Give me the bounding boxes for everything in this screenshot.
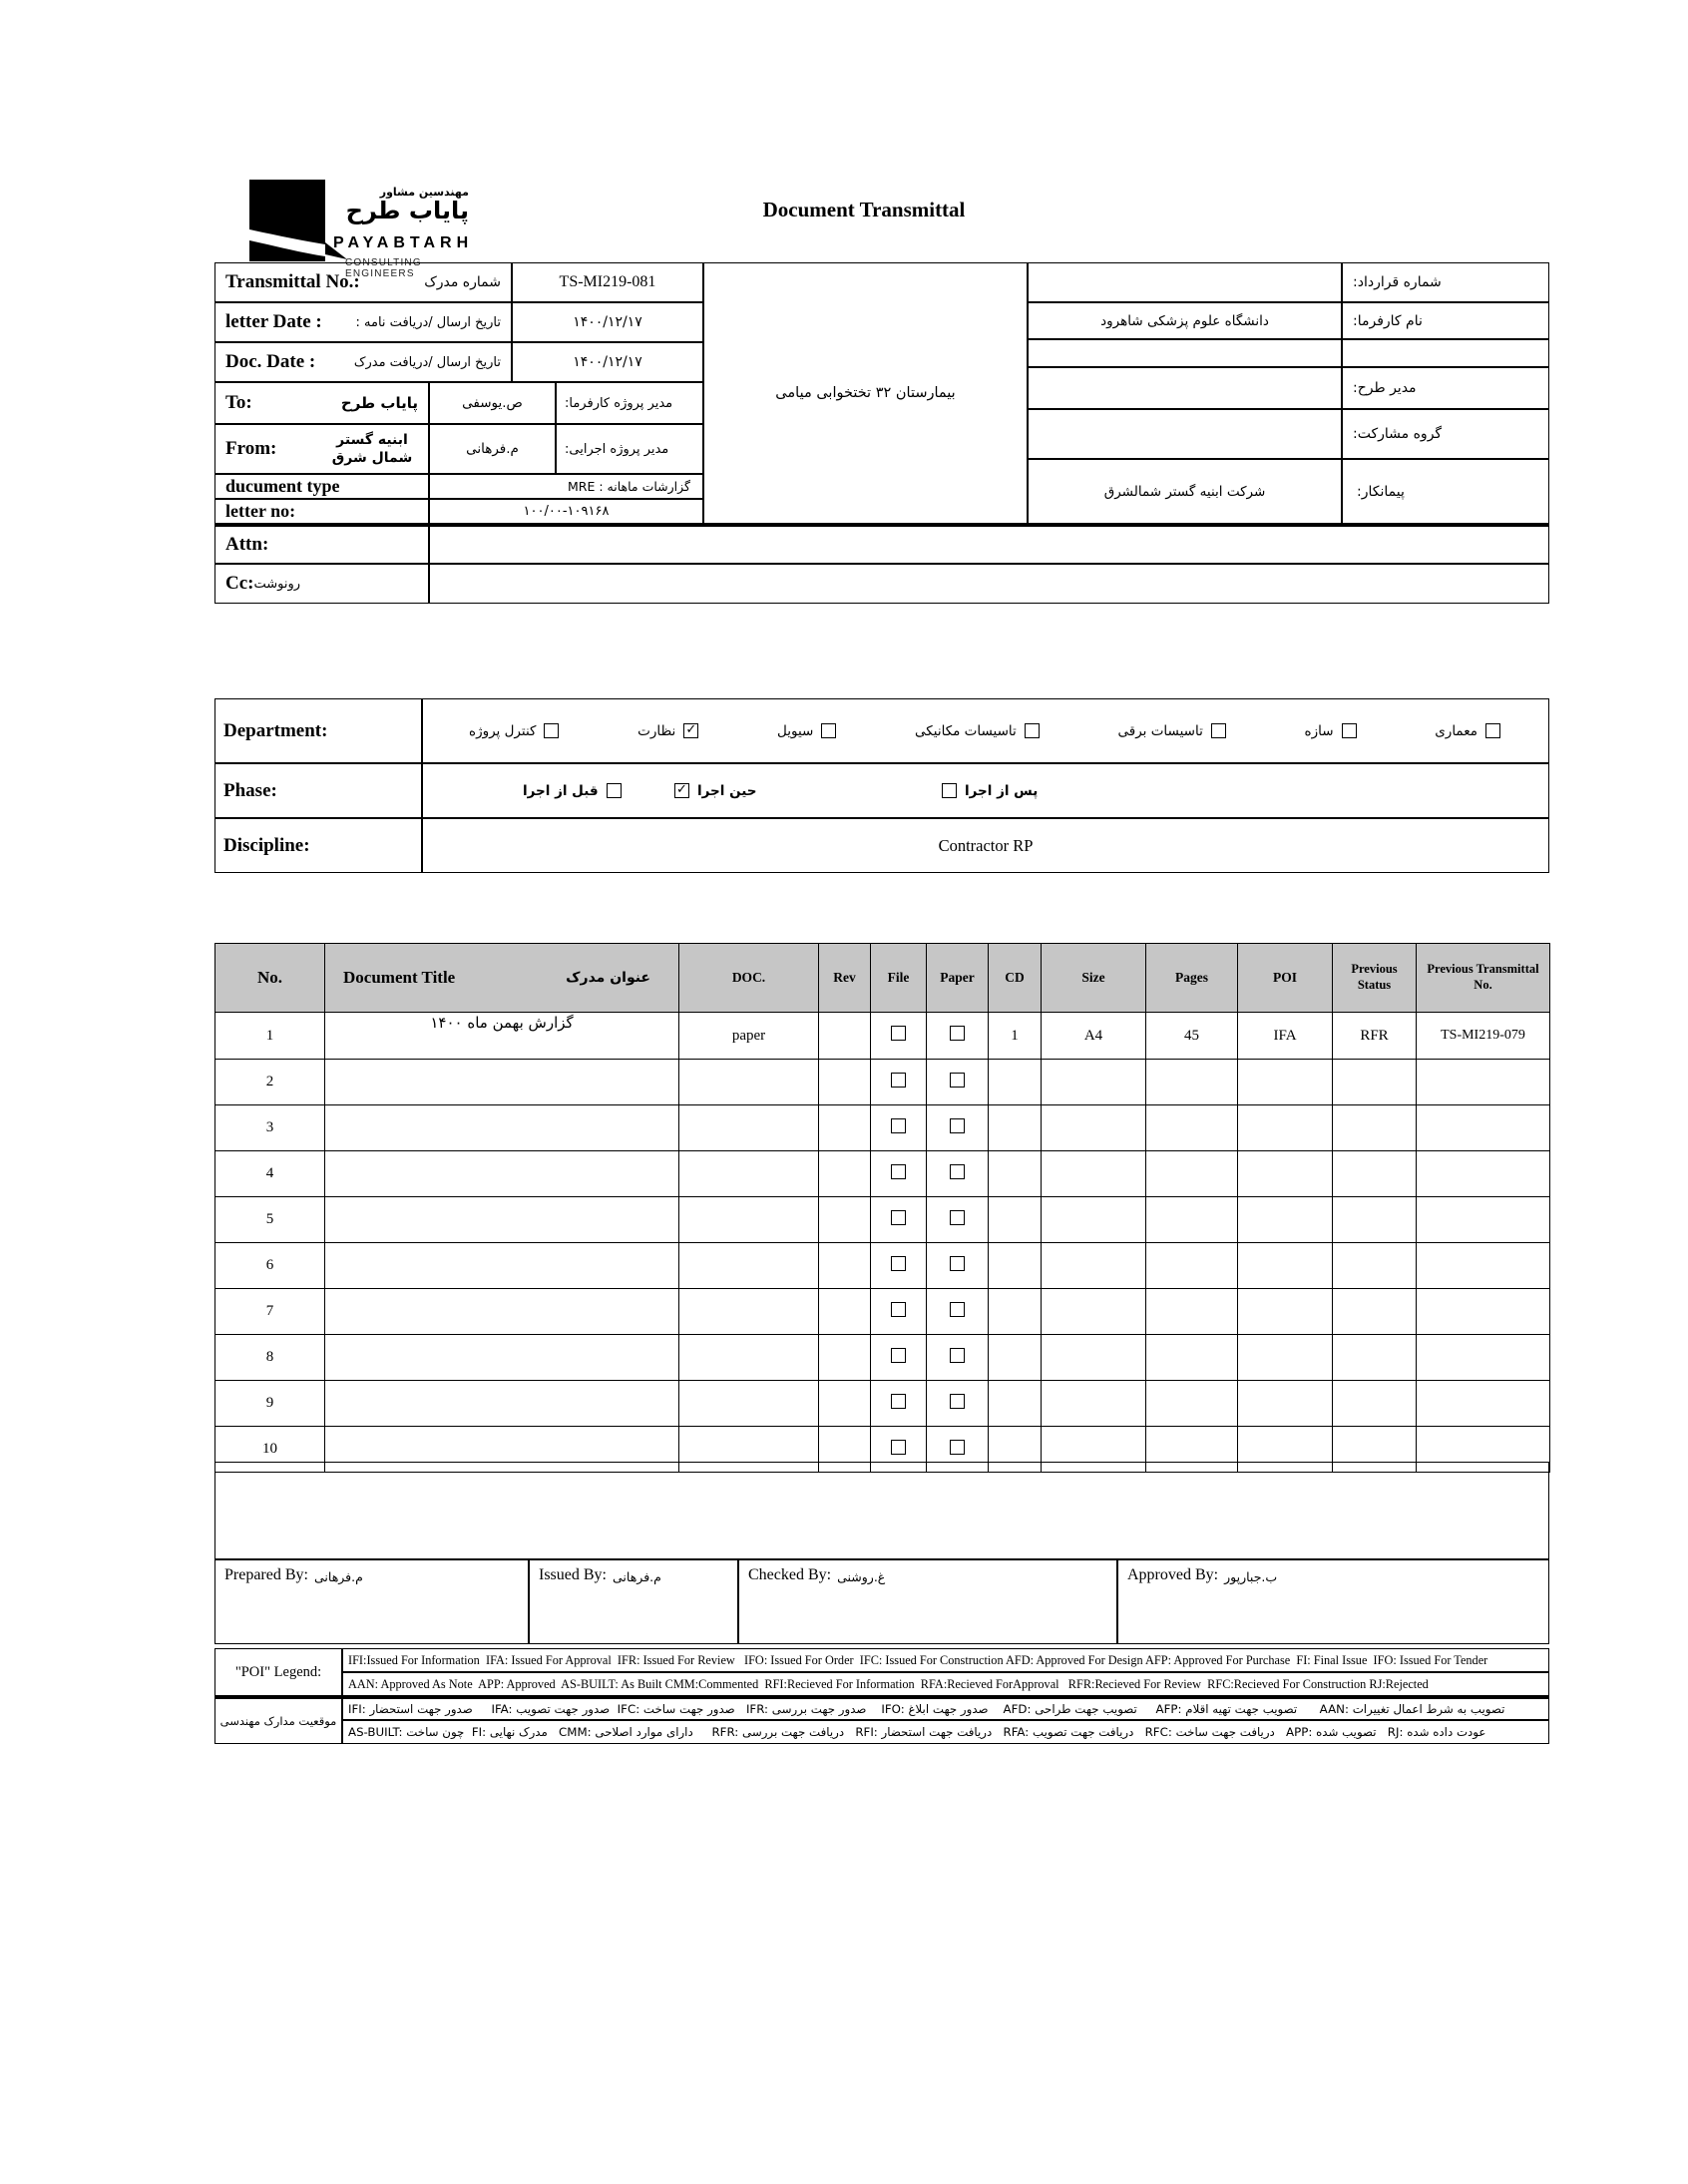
row-pages — [1146, 1105, 1238, 1151]
phase-label-text: Phase: — [223, 779, 277, 801]
col-doc: DOC. — [679, 944, 819, 1013]
project-name: بیمارستان ۳۲ تختخوابی میامی — [703, 262, 1028, 524]
row-paper — [927, 1381, 989, 1427]
row-title — [325, 1060, 679, 1105]
row-prev-transmittal — [1417, 1197, 1550, 1243]
row-prev-transmittal — [1417, 1243, 1550, 1289]
letter-date-label — [214, 302, 512, 342]
row-prev-status — [1333, 1381, 1417, 1427]
row-title — [325, 1243, 679, 1289]
transmittal-no-label-en: Transmittal No.: — [225, 271, 360, 292]
structure-checkbox[interactable] — [1342, 723, 1357, 738]
discipline-label — [214, 818, 422, 873]
col-pages: Pages — [1146, 944, 1238, 1013]
row-poi — [1238, 1197, 1333, 1243]
row-size — [1042, 1197, 1146, 1243]
row-prev-transmittal: TS-MI219-079 — [1417, 1013, 1550, 1060]
architecture-checkbox[interactable] — [1485, 723, 1500, 738]
file-checkbox[interactable] — [891, 1256, 906, 1271]
to-role-label: مدیر پروژه کارفرما: — [556, 382, 703, 424]
doc-date-label — [214, 342, 512, 382]
row-size — [1042, 1335, 1146, 1381]
row-prev-status: RFR — [1333, 1013, 1417, 1060]
client-label: نام کارفرما: — [1342, 302, 1549, 339]
issued-by-name: م.فرهانی — [613, 1569, 661, 1584]
row-file — [871, 1151, 927, 1197]
doc-type-label-text: ducument type — [225, 476, 340, 496]
row-file — [871, 1381, 927, 1427]
phase-option-after — [942, 783, 1038, 799]
row-poi — [1238, 1289, 1333, 1335]
paper-checkbox[interactable] — [950, 1210, 965, 1225]
classification-table — [214, 698, 1549, 873]
row-pages — [1146, 1197, 1238, 1243]
doc-status-legend-fa-line1: IFI: صدور جهت استحضار IFA: صدور جهت تصویب IFC: صدور جهت ساخت IFR: صدور جهت بررسی IFO: صدور جهت ابلاغ AFD: تصویب جهت طراحی AFP: تصویب جهت تهیه اقلام AAN: تصویب به شرط اعمال تغییرات — [342, 1696, 1549, 1720]
phase-option-label: حین اجرا — [697, 782, 757, 799]
col-paper: Paper — [927, 944, 989, 1013]
row-no: 5 — [215, 1197, 325, 1243]
letter-date-value: ۱۴۰۰/۱۲/۱۷ — [512, 302, 703, 342]
table-row — [215, 1105, 1550, 1151]
row-file — [871, 1060, 927, 1105]
row-no: 4 — [215, 1151, 325, 1197]
row-prev-transmittal — [1417, 1060, 1550, 1105]
file-checkbox[interactable] — [891, 1026, 906, 1041]
file-checkbox[interactable] — [891, 1073, 906, 1088]
mechanical-checkbox[interactable] — [1025, 723, 1040, 738]
document-list-table — [214, 943, 1550, 1473]
row-paper — [927, 1013, 989, 1060]
row-paper — [927, 1289, 989, 1335]
project-control-checkbox[interactable] — [544, 723, 559, 738]
to-label: To: — [225, 392, 252, 413]
dept-option-supervision — [637, 723, 698, 739]
row-doc: paper — [679, 1013, 819, 1060]
dept-option-label: معماری — [1435, 722, 1477, 739]
row-rev — [819, 1013, 871, 1060]
row-poi — [1238, 1151, 1333, 1197]
row-size — [1042, 1105, 1146, 1151]
paper-checkbox[interactable] — [950, 1302, 965, 1317]
from-label: From: — [225, 438, 277, 459]
row-title — [325, 1151, 679, 1197]
from-person: م.فرهانی — [429, 424, 556, 474]
cc-label — [214, 564, 429, 604]
row-title — [325, 1381, 679, 1427]
row-prev-transmittal — [1417, 1289, 1550, 1335]
row-doc — [679, 1105, 819, 1151]
contract-no-value — [1028, 262, 1342, 302]
dept-option-label: نظارت — [637, 722, 676, 739]
attn-label-text: Attn: — [225, 534, 269, 555]
row-file — [871, 1197, 927, 1243]
dept-option-mechanical — [915, 723, 1040, 739]
dept-option-civil — [777, 723, 836, 739]
row-doc — [679, 1335, 819, 1381]
row-pages — [1146, 1335, 1238, 1381]
prepared-by-cell — [214, 1559, 529, 1644]
paper-checkbox[interactable] — [950, 1440, 965, 1455]
row-cd: 1 — [989, 1013, 1042, 1060]
row-paper — [927, 1060, 989, 1105]
cc-label-en: Cc: — [225, 573, 254, 594]
col-no: No. — [215, 944, 325, 1013]
doc-type-value: گزارشات ماهانه : MRE — [429, 474, 703, 499]
col-rev: Rev — [819, 944, 871, 1013]
row-poi — [1238, 1105, 1333, 1151]
legend-table — [214, 1648, 1549, 1744]
row-title: گزارش بهمن ماه ۱۴۰۰ — [325, 1013, 679, 1060]
from-role-label: مدیر پروژه اجرایی: — [556, 424, 703, 474]
poi-legend-label: "POI" Legend: — [214, 1648, 342, 1696]
discipline-value: Contractor RP — [422, 818, 1549, 873]
prepared-by-label: Prepared By: — [224, 1566, 308, 1583]
row-paper — [927, 1243, 989, 1289]
dept-option-label: سیویل — [777, 722, 814, 739]
row-paper — [927, 1151, 989, 1197]
row-rev — [819, 1105, 871, 1151]
file-checkbox[interactable] — [891, 1302, 906, 1317]
logo-en-subtitle: CONSULTING ENGINEERS — [345, 257, 422, 279]
from-field — [214, 424, 429, 474]
paper-checkbox[interactable] — [950, 1026, 965, 1041]
letter-date-label-fa: تاریخ ارسال /دریافت نامه : — [355, 314, 501, 330]
row-no: 8 — [215, 1335, 325, 1381]
row-pages — [1146, 1151, 1238, 1197]
row-pages — [1146, 1289, 1238, 1335]
col-title — [325, 944, 679, 1013]
partnership-label: گروه مشارکت: — [1342, 409, 1549, 459]
table-row — [215, 1151, 1550, 1197]
row-title — [325, 1289, 679, 1335]
row-pages — [1146, 1060, 1238, 1105]
dept-option-project-control — [469, 723, 559, 739]
issued-by-cell — [529, 1559, 738, 1644]
approved-by-name: ب.جبارپور — [1224, 1569, 1278, 1584]
row-file — [871, 1013, 927, 1060]
row-size — [1042, 1381, 1146, 1427]
after-execution-checkbox[interactable] — [942, 783, 957, 798]
row-prev-status — [1333, 1060, 1417, 1105]
row-prev-status — [1333, 1197, 1417, 1243]
row-cd — [989, 1105, 1042, 1151]
row-doc — [679, 1381, 819, 1427]
phase-option-label: پس از اجرا — [965, 782, 1039, 799]
letter-date-label-en: letter Date : — [225, 311, 322, 332]
row-cd — [989, 1335, 1042, 1381]
file-checkbox[interactable] — [891, 1210, 906, 1225]
row-poi — [1238, 1060, 1333, 1105]
row-size: A4 — [1042, 1013, 1146, 1060]
file-checkbox[interactable] — [891, 1440, 906, 1455]
department-options — [422, 698, 1549, 763]
contractor-value: شرکت ابنیه گستر شمالشرق — [1028, 459, 1342, 524]
doc-date-label-en: Doc. Date : — [225, 351, 316, 372]
table-header-row — [215, 944, 1550, 1013]
transmittal-no-value: TS-MI219-081 — [512, 262, 703, 302]
col-prev-status: Previous Status — [1333, 944, 1417, 1013]
table-row — [215, 1060, 1550, 1105]
dept-option-architecture — [1435, 723, 1500, 739]
dept-option-structure — [1305, 723, 1357, 739]
header-empty-value-cell — [1028, 339, 1342, 367]
row-size — [1042, 1243, 1146, 1289]
row-prev-status — [1333, 1335, 1417, 1381]
partnership-value — [1028, 409, 1342, 459]
page-title: Document Transmittal — [762, 198, 966, 221]
col-prev-transmittal: Previous Transmittal No. — [1417, 944, 1550, 1013]
col-file: File — [871, 944, 927, 1013]
doc-date-label-fa: تاریخ ارسال /دریافت مدرک — [353, 354, 501, 370]
row-title — [325, 1197, 679, 1243]
row-prev-transmittal — [1417, 1335, 1550, 1381]
table-row — [215, 1381, 1550, 1427]
design-manager-label: مدیر طرح: — [1342, 367, 1549, 409]
cc-value — [429, 564, 1549, 604]
letter-no-label-text: letter no: — [225, 501, 296, 521]
row-rev — [819, 1197, 871, 1243]
row-doc — [679, 1060, 819, 1105]
row-no: 2 — [215, 1060, 325, 1105]
phase-option-label: قبل از اجرا — [523, 782, 599, 799]
prepared-by-name: م.فرهانی — [313, 1569, 363, 1584]
row-pages — [1146, 1381, 1238, 1427]
phase-option-during — [674, 783, 756, 799]
col-title-fa: عنوان مدرک — [566, 970, 650, 986]
row-prev-status — [1333, 1289, 1417, 1335]
col-title-en: Document Title — [343, 968, 456, 987]
dept-option-label: سازه — [1304, 722, 1334, 739]
row-poi — [1238, 1381, 1333, 1427]
table-row — [215, 1289, 1550, 1335]
to-value: پایاب طرح — [340, 394, 418, 412]
row-doc — [679, 1243, 819, 1289]
paper-checkbox[interactable] — [950, 1394, 965, 1409]
letter-no-label — [214, 499, 429, 524]
row-no: 3 — [215, 1105, 325, 1151]
from-value: ابنیه گستر شمال شرق — [331, 431, 413, 466]
department-label — [214, 698, 422, 763]
phase-options — [422, 763, 1549, 818]
col-cd: CD — [989, 944, 1042, 1013]
attn-value — [429, 524, 1549, 564]
department-label-text: Department: — [223, 719, 328, 741]
table-row — [215, 1335, 1550, 1381]
dept-option-label: تاسیسات مکانیکی — [915, 722, 1017, 739]
row-rev — [819, 1243, 871, 1289]
row-poi — [1238, 1243, 1333, 1289]
paper-checkbox[interactable] — [950, 1073, 965, 1088]
row-file — [871, 1105, 927, 1151]
doc-status-legend-fa-line2: AS-BUILT: چون ساخت FI: مدرک نهایی CMM: دارای موارد اصلاحی RFR: دریافت جهت بررسی RFI: دریافت جهت استحضار RFA: دریافت جهت تصویب RFC: دریافت جهت ساخت APP: تصویب شده RJ: عودت داده شده — [342, 1720, 1549, 1744]
row-prev-status — [1333, 1105, 1417, 1151]
table-row — [215, 1197, 1550, 1243]
dept-option-label: تاسیسات برقی — [1117, 722, 1203, 739]
approved-by-label: Approved By: — [1127, 1566, 1219, 1583]
row-prev-status — [1333, 1151, 1417, 1197]
row-pages — [1146, 1243, 1238, 1289]
checked-by-label: Checked By: — [748, 1566, 832, 1583]
phase-label — [214, 763, 422, 818]
logo-fa-name: پایاب طرح — [345, 197, 469, 224]
row-file — [871, 1289, 927, 1335]
doc-status-legend-label: موقعیت مدارک مهندسی — [214, 1696, 342, 1744]
row-rev — [819, 1381, 871, 1427]
row-poi: IFA — [1238, 1013, 1333, 1060]
row-doc — [679, 1289, 819, 1335]
header-table — [214, 262, 1549, 604]
row-paper — [927, 1335, 989, 1381]
transmittal-no-label-fa: شماره مدرک — [424, 274, 501, 290]
row-pages: 45 — [1146, 1013, 1238, 1060]
attn-label — [214, 524, 429, 564]
table-row — [215, 1013, 1550, 1060]
row-no: 7 — [215, 1289, 325, 1335]
paper-checkbox[interactable] — [950, 1256, 965, 1271]
row-prev-transmittal — [1417, 1151, 1550, 1197]
letter-no-value: ۱۰۰/۰۰-۱۰۹۱۶۸ — [429, 499, 703, 524]
row-prev-transmittal — [1417, 1381, 1550, 1427]
row-size — [1042, 1151, 1146, 1197]
phase-option-before — [523, 783, 622, 799]
logo-fa-tagline: مهندسین مشاور — [379, 186, 469, 199]
file-checkbox[interactable] — [891, 1348, 906, 1363]
col-size: Size — [1042, 944, 1146, 1013]
doc-date-value: ۱۴۰۰/۱۲/۱۷ — [512, 342, 703, 382]
row-poi — [1238, 1335, 1333, 1381]
design-manager-value — [1028, 367, 1342, 409]
approved-by-cell — [1117, 1559, 1549, 1644]
row-no: 9 — [215, 1381, 325, 1427]
paper-checkbox[interactable] — [950, 1118, 965, 1133]
logo-mark-icon — [249, 180, 349, 265]
row-no: 1 — [215, 1013, 325, 1060]
checked-by-name: غ.روشنی — [837, 1569, 886, 1584]
cc-label-fa: رونوشت — [253, 576, 301, 592]
doc-type-label — [214, 474, 429, 499]
row-rev — [819, 1335, 871, 1381]
row-rev — [819, 1151, 871, 1197]
row-cd — [989, 1381, 1042, 1427]
row-prev-transmittal — [1417, 1105, 1550, 1151]
dept-option-label: کنترل پروژه — [469, 722, 537, 739]
row-title — [325, 1105, 679, 1151]
row-no: 10 — [215, 1427, 325, 1473]
col-poi: POI — [1238, 944, 1333, 1013]
header-empty-label-cell — [1342, 339, 1549, 367]
to-field — [214, 382, 429, 424]
row-cd — [989, 1060, 1042, 1105]
contractor-label: پیمانکار: — [1342, 459, 1549, 524]
paper-checkbox[interactable] — [950, 1348, 965, 1363]
during-execution-checkbox[interactable] — [674, 783, 689, 798]
row-paper — [927, 1197, 989, 1243]
row-size — [1042, 1289, 1146, 1335]
before-execution-checkbox[interactable] — [607, 783, 622, 798]
remarks-box — [214, 1462, 1549, 1559]
paper-checkbox[interactable] — [950, 1164, 965, 1179]
electrical-checkbox[interactable] — [1211, 723, 1226, 738]
row-title — [325, 1335, 679, 1381]
row-rev — [819, 1289, 871, 1335]
row-rev — [819, 1060, 871, 1105]
row-doc — [679, 1151, 819, 1197]
row-no: 6 — [215, 1243, 325, 1289]
poi-legend-en-line1: IFI:Issued For Information IFA: Issued For Approval IFR: Issued For Review IFO: Issued For Order IFC: Issued For Construction AFD: Approved For Design AFP: Approved For Purchase FI: Final Issue IFO: Issued For Tender — [342, 1648, 1549, 1672]
issued-by-label: Issued By: — [539, 1566, 607, 1583]
client-value: دانشگاه علوم پزشکی شاهرود — [1028, 302, 1342, 339]
row-cd — [989, 1289, 1042, 1335]
row-cd — [989, 1151, 1042, 1197]
file-checkbox[interactable] — [891, 1394, 906, 1409]
row-file — [871, 1335, 927, 1381]
row-prev-status — [1333, 1243, 1417, 1289]
logo-en-name: PAYABTARH — [333, 234, 474, 251]
table-row — [215, 1243, 1550, 1289]
poi-legend-en-line2: AAN: Approved As Note APP: Approved AS-BUILT: As Built CMM:Commented RFI:Recieved For Information RFA:Recieved ForApproval RFR:Recieved For Review RFC:Recieved For Construction RJ:Rejected — [342, 1672, 1549, 1696]
dept-option-electrical — [1118, 723, 1226, 739]
transmittal-no-label — [214, 262, 512, 302]
row-doc — [679, 1197, 819, 1243]
discipline-label-text: Discipline: — [223, 834, 310, 856]
contract-no-label: شماره قرارداد: — [1342, 262, 1549, 302]
row-cd — [989, 1197, 1042, 1243]
to-person: ص.یوسفی — [429, 382, 556, 424]
row-cd — [989, 1243, 1042, 1289]
row-paper — [927, 1105, 989, 1151]
row-file — [871, 1243, 927, 1289]
row-size — [1042, 1060, 1146, 1105]
civil-checkbox[interactable] — [821, 723, 836, 738]
checked-by-cell — [738, 1559, 1117, 1644]
file-checkbox[interactable] — [891, 1164, 906, 1179]
supervision-checkbox[interactable] — [683, 723, 698, 738]
file-checkbox[interactable] — [891, 1118, 906, 1133]
